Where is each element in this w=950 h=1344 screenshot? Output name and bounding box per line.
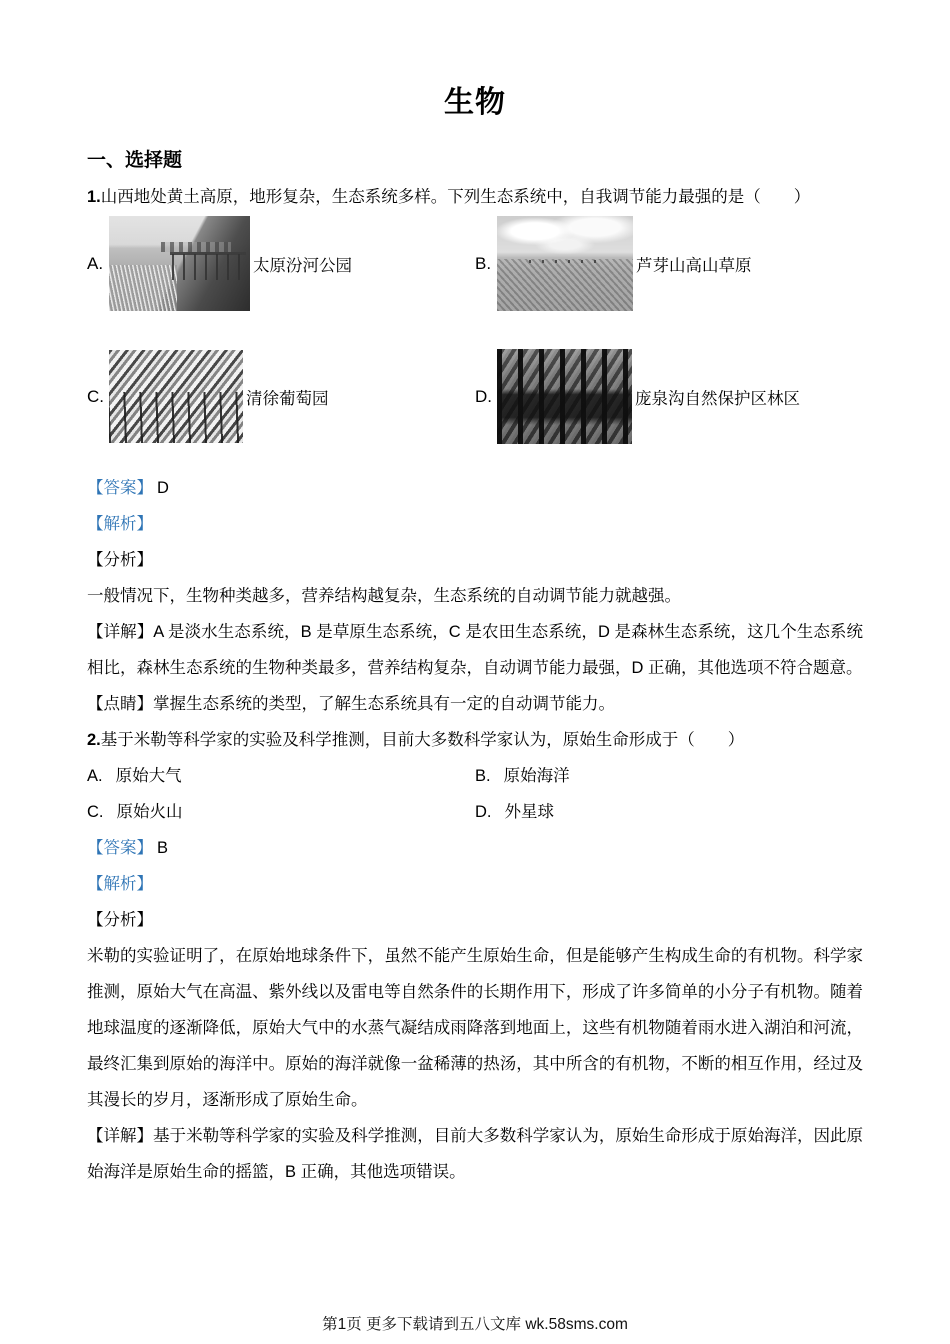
question-1-dianjing-text: 掌握生态系统的类型，了解生态系统具有一定的自动调节能力。 — [153, 695, 615, 713]
question-1-explanation-block — [87, 470, 863, 722]
option-d — [475, 794, 863, 830]
option-b — [475, 216, 863, 311]
vineyard-photo — [109, 350, 243, 443]
xiangjie-label: 【详解】 — [87, 1127, 154, 1145]
option-a — [87, 758, 475, 794]
dianjing-label: 【点睛】 — [87, 695, 153, 713]
question-1-options-row-2 — [87, 349, 863, 444]
question-1-answer-line — [87, 470, 863, 506]
question-2-fenxi-label: 【分析】 — [87, 911, 153, 929]
option-c-caption: 清徐葡萄园 — [246, 389, 329, 408]
question-2-xiangjie-text: 基于米勒等科学家的实验及科学推测，目前大多数科学家认为，原始生命形成于原始海洋，因此原始海洋是原始生命的摇篮，B 正确，其他选项错误。 — [87, 1127, 864, 1181]
question-1-options-row-1 — [87, 216, 863, 311]
question-2-xiangjie — [87, 1118, 863, 1190]
question-1-xiangjie — [87, 614, 863, 686]
question-2-options — [87, 758, 863, 830]
question-1-fenxi-text: 一般情况下，生物种类越多，营养结构越复杂，生态系统的自动调节能力就越强。 — [87, 587, 681, 605]
option-a-letter: A. — [87, 767, 103, 785]
page-footer: 第1页 更多下载请到五八文库 wk.58sms.com — [322, 1316, 628, 1333]
option-c-letter: C. — [87, 386, 104, 406]
option-a-text: 原始大气 — [115, 767, 182, 785]
question-2-jiexi-label: 【解析】 — [87, 875, 153, 893]
option-b-caption: 芦芽山高山草原 — [636, 256, 752, 275]
document-title: 生物 — [444, 86, 506, 119]
option-d-letter: D. — [475, 386, 492, 406]
option-a-letter: A. — [87, 253, 104, 273]
question-1-answer-value: D — [157, 479, 169, 497]
option-d-letter: D. — [475, 803, 492, 821]
question-1-xiangjie-text: A 是淡水生态系统，B 是草原生态系统，C 是农田生态系统，D 是森林生态系统，这几个生态系统相比，森林生态系统的生物种类最多，营养结构复杂，自动调节能力最强，D 正确，其他选项不符合题意。 — [87, 623, 863, 677]
question-2-explanation-block — [87, 830, 863, 1190]
option-c-letter: C. — [87, 803, 104, 821]
xiangjie-label: 【详解】 — [87, 623, 154, 641]
option-d-caption: 庞泉沟自然保护区林区 — [635, 389, 800, 408]
question-2-number: 2. — [87, 731, 101, 749]
question-1-dianjing — [87, 686, 863, 722]
alpine-grassland-photo — [497, 216, 633, 311]
answer-label: 【答案】 — [87, 839, 153, 857]
page-content — [0, 82, 950, 1190]
option-a-caption: 太原汾河公园 — [253, 256, 352, 275]
question-2-stem-text: 基于米勒等科学家的实验及科学推测，目前大多数科学家认为，原始生命形成于（ ） — [100, 731, 745, 749]
option-c — [87, 349, 475, 444]
forest-reserve-photo — [497, 349, 632, 444]
option-b — [475, 758, 863, 794]
question-2-answer-value: B — [157, 839, 169, 857]
answer-label: 【答案】 — [87, 479, 153, 497]
option-b-text: 原始海洋 — [503, 767, 570, 785]
option-d — [475, 349, 863, 444]
section-heading: 一、选择题 — [87, 150, 183, 171]
question-2-fenxi-text: 米勒的实验证明了，在原始地球条件下，虽然不能产生原始生命，但是能够产生构成生命的有机物。科学家推测，原始大气在高温、紫外线以及雷电等自然条件的长期作用下，形成了许多简单的小分子有机物。随着地球温度的逐渐降低，原始大气中的水蒸气凝结成雨降落到地面上，这些有机物随着雨水进入湖泊和河流，最终汇集到原始的海洋中。原始的海洋就像一盆稀薄的热汤，其中所含的有机物，不断的相互作用，经过及其漫长的岁月，逐渐形成了原始生命。 — [87, 947, 863, 1109]
option-b-letter: B. — [475, 253, 492, 273]
option-b-letter: B. — [475, 767, 491, 785]
question-1-fenxi-label: 【分析】 — [87, 551, 153, 569]
option-d-text: 外星球 — [504, 803, 554, 821]
option-c — [87, 794, 475, 830]
riverside-park-photo — [109, 216, 250, 311]
question-2-answer-line — [87, 830, 863, 866]
option-c-text: 原始火山 — [116, 803, 183, 821]
option-a — [87, 216, 475, 311]
question-1-jiexi-label: 【解析】 — [87, 515, 153, 533]
question-2-stem — [87, 722, 863, 758]
question-1-stem-text: 山西地处黄土高原，地形复杂，生态系统多样。下列生态系统中，自我调节能力最强的是（ ） — [100, 188, 811, 206]
question-1-stem — [87, 182, 863, 212]
question-1-number: 1. — [87, 188, 101, 206]
